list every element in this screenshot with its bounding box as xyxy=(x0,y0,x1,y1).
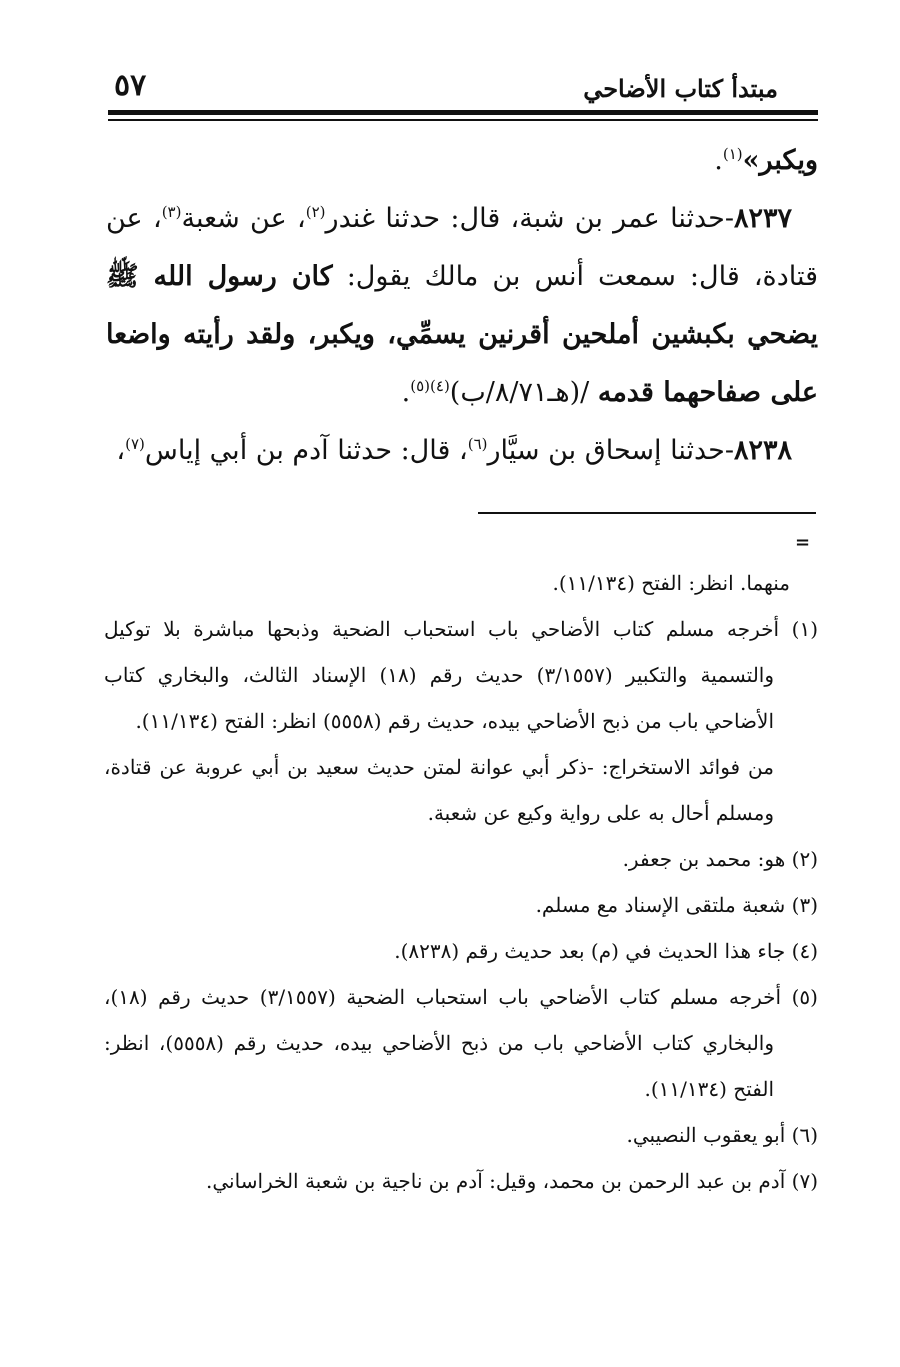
footnote-ref: (٧) xyxy=(125,435,145,453)
hadith-end: . xyxy=(401,377,411,408)
footnote-4: (٤) جاء هذا الحديث في (م) بعد حديث رقم (٨٢٣٨). xyxy=(394,939,818,963)
footnote-continued: منهما. انظر: الفتح (١١/١٣٤). xyxy=(552,571,790,595)
manuscript-ref: /(هـ٨/٧١/ب) xyxy=(449,377,598,408)
footnote-6: (٦) أبو يعقوب النصيبي. xyxy=(626,1123,818,1147)
hadith-number: ٨٢٣٨ xyxy=(733,435,792,466)
page-number: ٥٧ xyxy=(114,68,147,103)
hadith-chain: -حدثنا إسحاق بن سيَّار xyxy=(487,435,734,466)
running-header xyxy=(108,66,818,110)
footnote-ref: (٤)(٥) xyxy=(410,377,450,395)
chapter-title: مبتدأ كتاب الأضاحي xyxy=(583,74,778,103)
header-rule-thick xyxy=(108,110,818,115)
main-text xyxy=(106,132,818,480)
hadith-end: ، xyxy=(116,435,126,466)
hadith-chain: ، قال: حدثنا آدم بن أبي إياس xyxy=(144,435,468,466)
footnotes xyxy=(104,560,818,1204)
footnote-ref: (٣) xyxy=(161,203,182,221)
footnote-ref: (١) xyxy=(722,145,743,163)
footnote-2: (٢) هو: محمد بن جعفر. xyxy=(622,847,818,871)
continuation-mark: = xyxy=(795,532,811,553)
footnote-3: (٣) شعبة ملتقى الإسناد مع مسلم. xyxy=(535,893,818,917)
hadith-number: ٨٢٣٧ xyxy=(733,203,792,234)
hadith-chain: ، عن قتادة، قال: سمعت أنس بن مالك يقول: xyxy=(106,203,819,292)
header-rule-thin xyxy=(108,119,818,121)
hadith-chain: -حدثنا عمر بن شبة، قال: حدثنا غندر xyxy=(325,203,734,234)
hadith-matn: كان رسول الله ﷺ يضحي بكبشين أملحين أقرنين يسمِّي، ويكبر، ولقد رأيته واضعا على صفاحهما قدمه xyxy=(106,261,818,408)
footnote-ref: (٦) xyxy=(467,435,488,453)
footnote-7: (٧) آدم بن عبد الرحمن بن محمد، وقيل: آدم بن ناجية بن شعبة الخراساني. xyxy=(206,1169,818,1193)
footnote-separator xyxy=(478,512,816,514)
hadith-chain: ، عن شعبة xyxy=(181,203,306,234)
continuation-line xyxy=(106,132,818,190)
footnote-ref: (٢) xyxy=(305,203,326,221)
hadith-8237 xyxy=(106,190,818,422)
footnote-5: (٥) أخرجه مسلم كتاب الأضاحي باب استحباب الضحية (٣/١٥٥٧) حديث رقم (١٨)، والبخاري كتاب الأضاحي باب من ذبح الأضاحي بيده، حديث رقم (٥٥٥٨)، انظر: الفتح (١١/١٣٤). xyxy=(104,985,818,1101)
continuation-end: . xyxy=(714,145,723,176)
hadith-8238 xyxy=(106,422,818,480)
footnote-1-extra: من فوائد الاستخراج: -ذكر أبي عوانة لمتن حديث سعيد بن أبي عروبة عن قتادة، ومسلم أحال به على رواية وكيع عن شعبة. xyxy=(104,755,774,825)
continuation-text: ويكبر» xyxy=(742,145,818,176)
footnote-1: (١) أخرجه مسلم كتاب الأضاحي باب استحباب الضحية وذبحها مباشرة بلا توكيل والتسمية والتكبير (٣/١٥٥٧) حديث رقم (١٨) الإسناد الثالث، والبخاري كتاب الأضاحي باب من ذبح الأضاحي بيده، حديث رقم (٥٥٥٨) انظر: الفتح (١١/١٣٤). xyxy=(104,617,818,733)
